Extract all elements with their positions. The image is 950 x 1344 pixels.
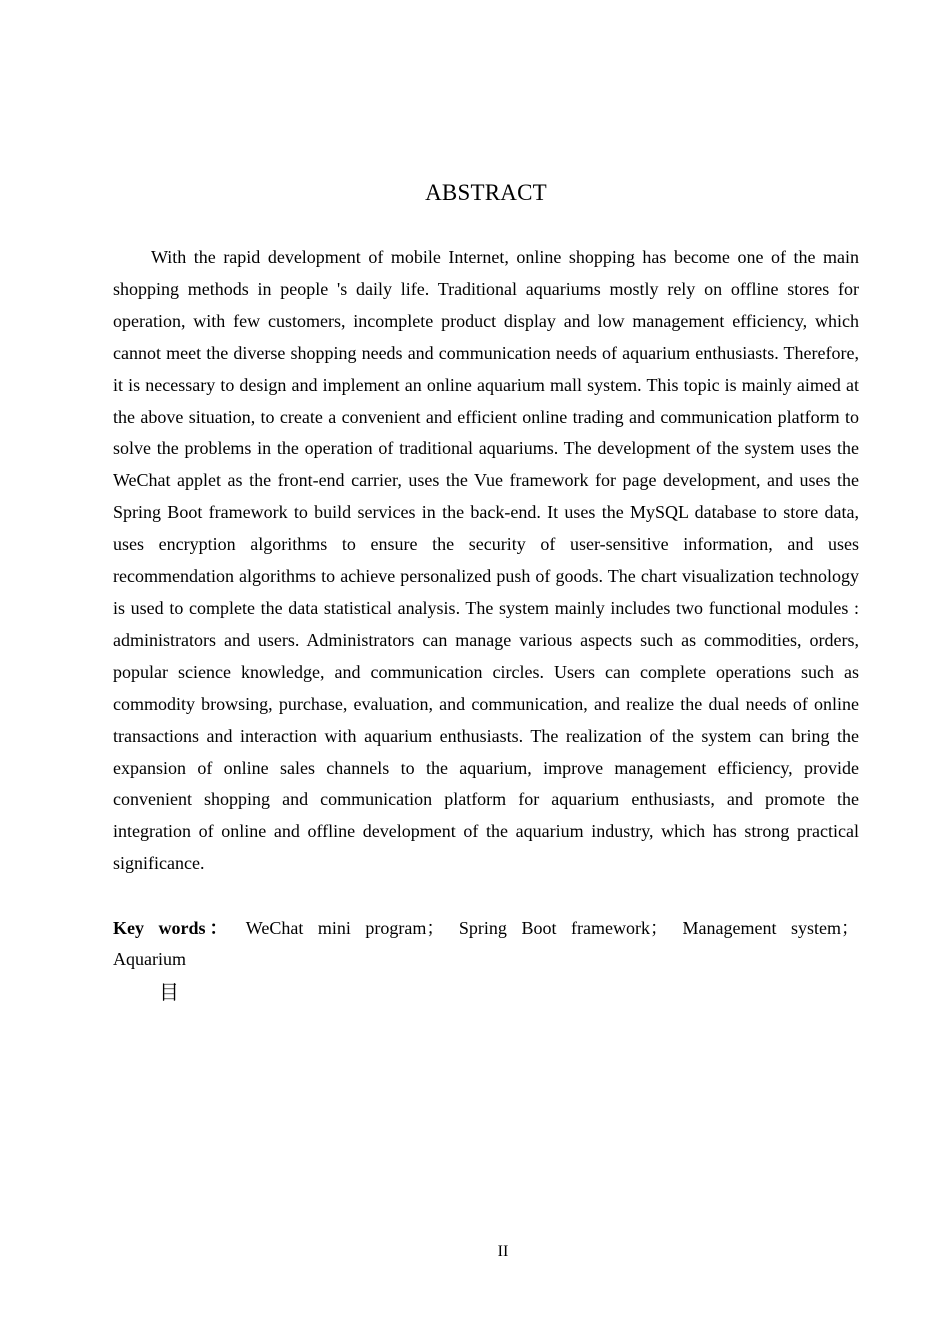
page-number: II <box>497 1243 509 1260</box>
keywords-label: Key words： <box>113 918 232 938</box>
abstract-title: ABSTRACT <box>425 180 547 205</box>
keywords-line <box>113 913 859 975</box>
abstract-body: With the rapid development of mobile Internet, online shopping has become one of the main shopping methods in people 's daily life. Traditional aquariums mostly rely on offline stores for operation, with few customers, incomplete product display and low management efficiency, which cannot meet the diverse shopping needs and communication needs of aquarium enthusiasts. Therefore, it is necessary to design and implement an online aquarium mall system. This topic is mainly aimed at the above situation, to create a convenient and efficient online trading and communication platform to solve the problems in the operation of traditional aquariums. The development of the system uses the WeChat applet as the front-end carrier, uses the Vue framework for page development, and uses the Spring Boot framework to build services in the back-end. It uses the MySQL database to store data, uses encryption algorithms to ensure the security of user-sensitive information, and uses recommendation algorithms to achieve personalized push of goods. The chart visualization technology is used to complete the data statistical analysis. The system mainly includes two functional modules : administrators and users. Administrators can manage various aspects such as commodities, orders, popular science knowledge, and communication circles. Users can complete operations such as commodity browsing, purchase, evaluation, and communication, and realize the dual needs of online transactions and interaction with aquarium enthusiasts. The realization of the system can bring the expansion of online sales channels to the aquarium, improve management efficiency, provide convenient shopping and communication platform for aquarium enthusiasts, and promote the integration of online and offline development of the aquarium industry, which has strong practical significance. <box>113 247 859 874</box>
keywords-text: WeChat mini program； Spring Boot framework； Management system； Aquarium <box>113 918 859 969</box>
stray-character: 目 <box>159 980 179 1004</box>
